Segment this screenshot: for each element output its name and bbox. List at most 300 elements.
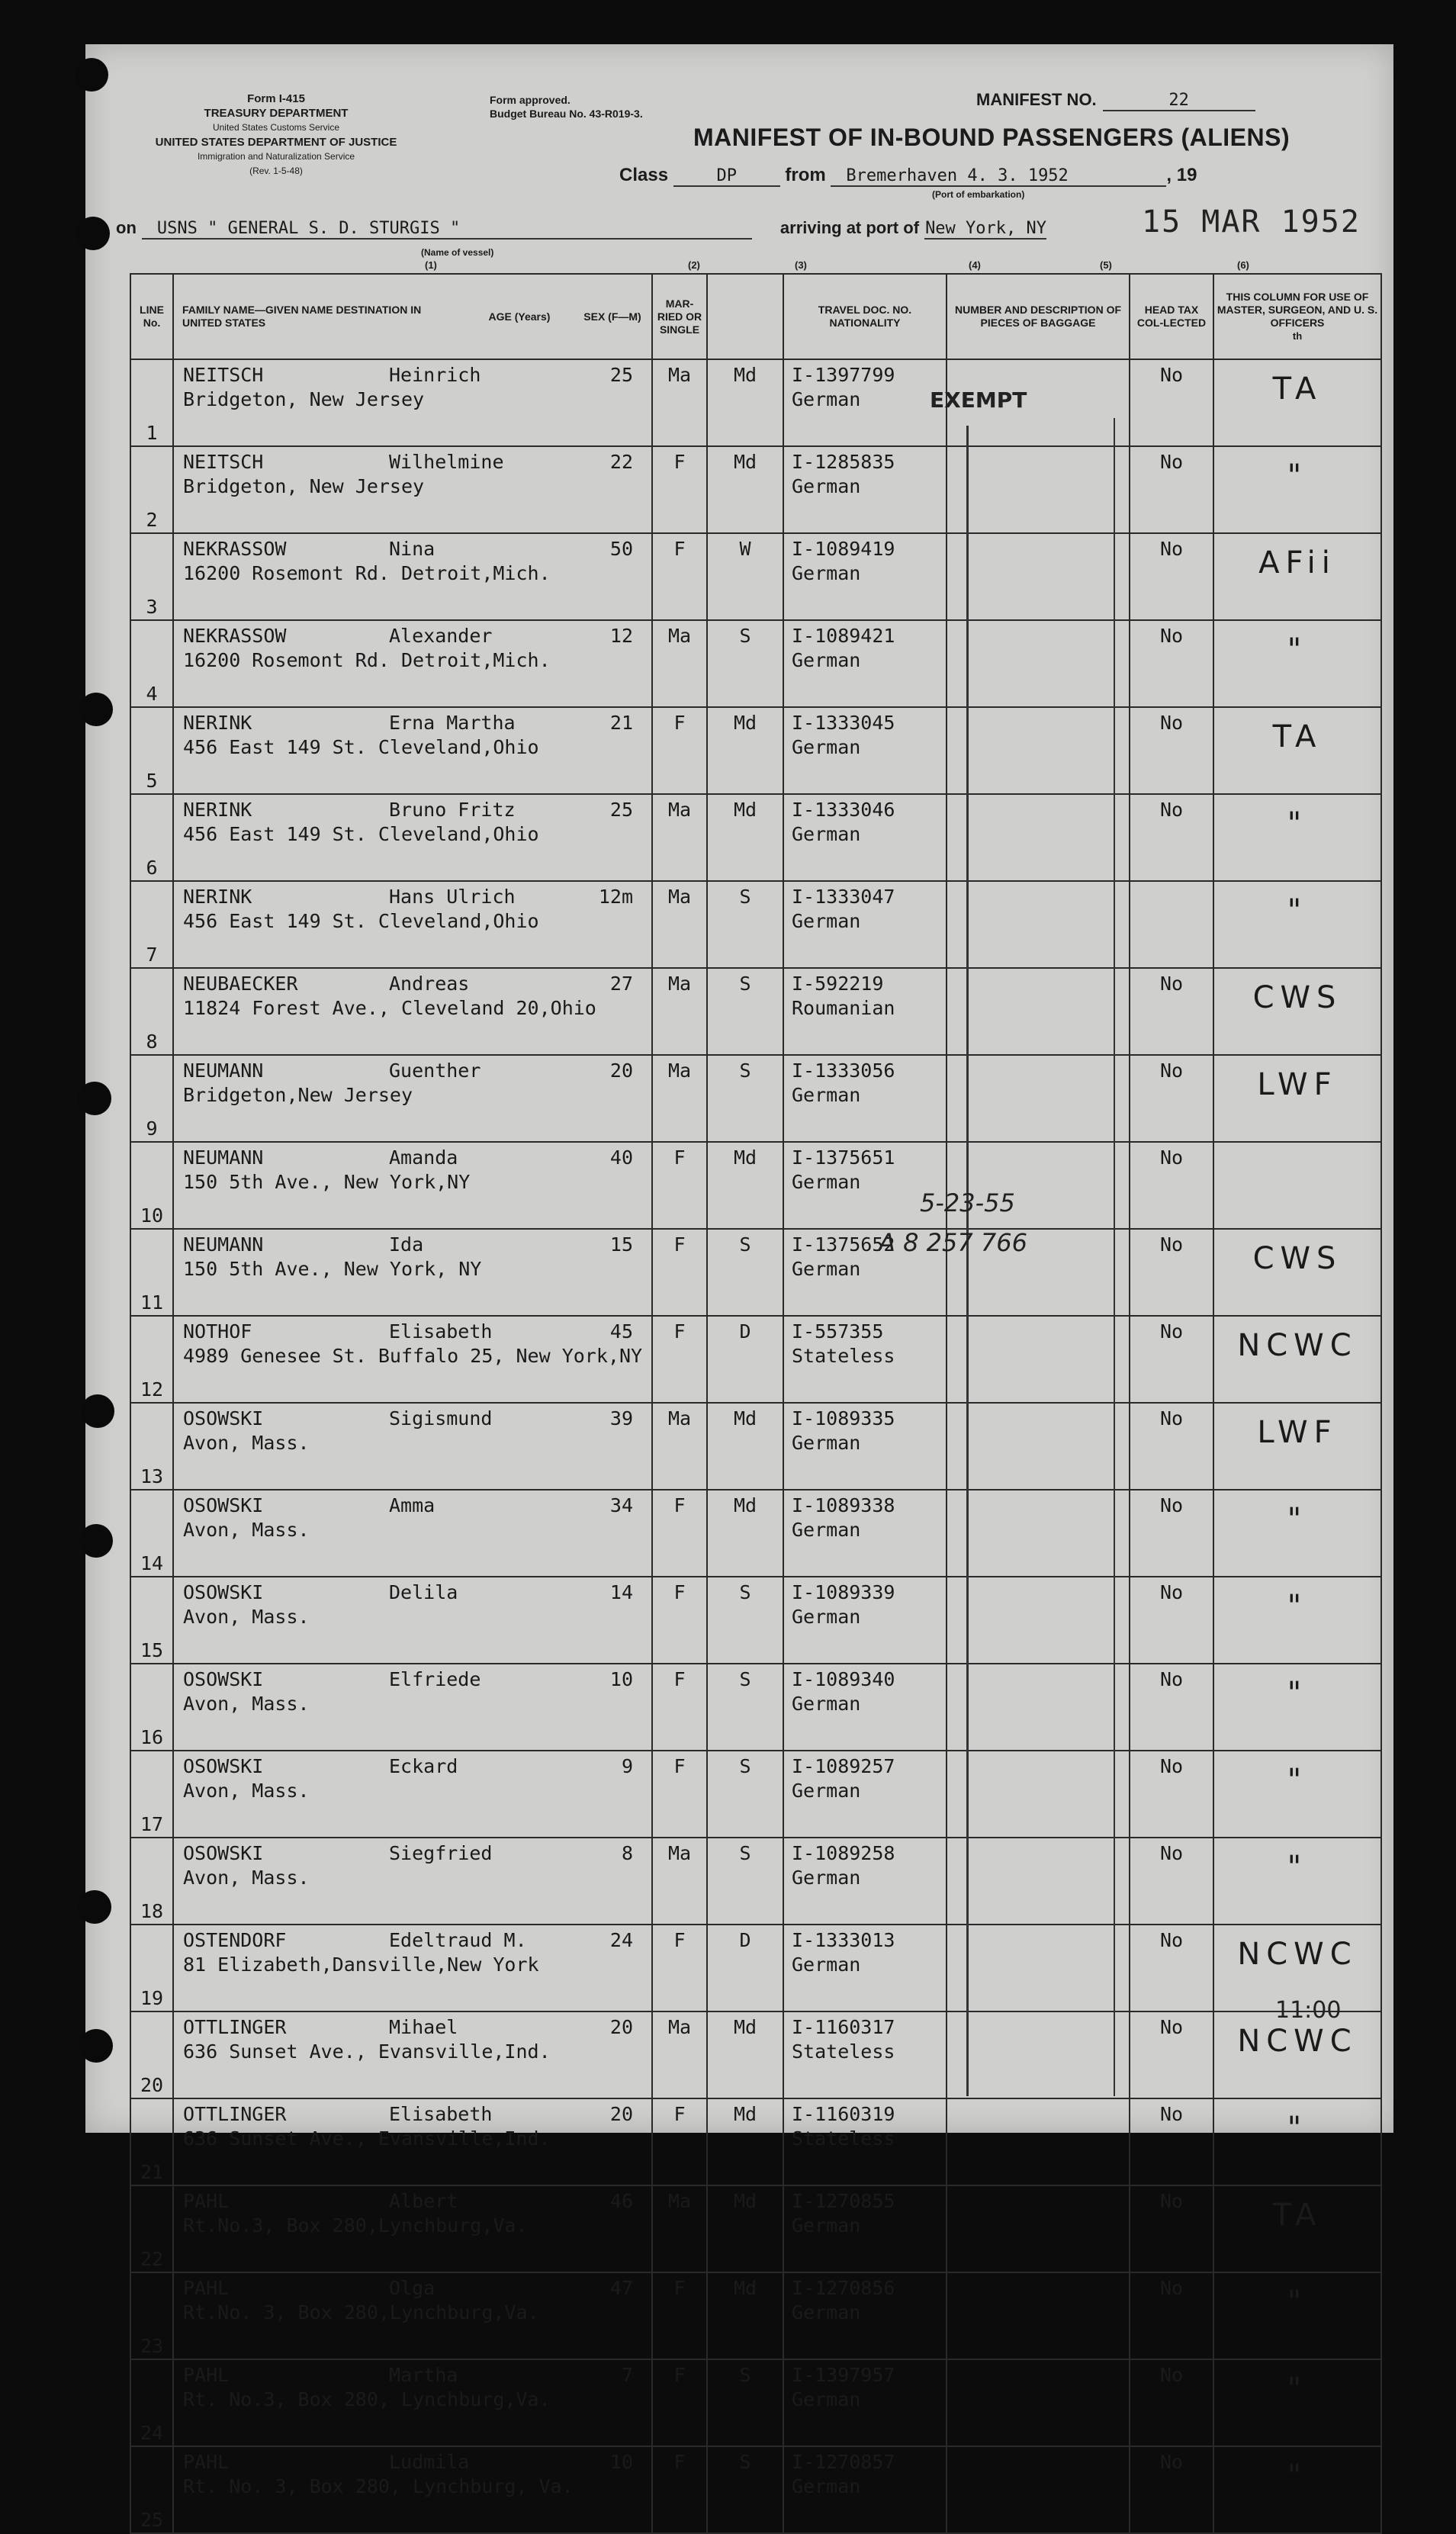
age: 10 bbox=[609, 2451, 633, 2473]
family-name: NEUBAECKER bbox=[183, 973, 298, 995]
punch-hole bbox=[81, 1394, 114, 1428]
line-number: 7 bbox=[130, 881, 173, 968]
manifest-label: MANIFEST NO. bbox=[976, 90, 1097, 109]
nationality: German bbox=[792, 1432, 861, 1454]
sex: Ma bbox=[652, 620, 707, 707]
column-number: (5) bbox=[1100, 259, 1112, 271]
budget-bureau-line: Budget Bureau No. 43-R019-3. bbox=[490, 108, 643, 120]
table-row bbox=[130, 1664, 1381, 1751]
sex: F bbox=[652, 2446, 707, 2533]
doc-number: I-1270855 bbox=[792, 2190, 895, 2212]
marital-status: S bbox=[707, 881, 783, 968]
passenger-cell bbox=[173, 1403, 652, 1490]
marital-status: Md bbox=[707, 446, 783, 533]
age: 25 bbox=[609, 364, 633, 386]
nationality: German bbox=[792, 910, 861, 932]
passenger-cell bbox=[173, 1838, 652, 1925]
on-label: on bbox=[116, 218, 137, 237]
passenger-cell bbox=[173, 1229, 652, 1316]
officer-note: CWS bbox=[1213, 968, 1381, 1055]
family-name: OSOWSKI bbox=[183, 1407, 264, 1429]
line-number: 1 bbox=[130, 359, 173, 446]
sex: F bbox=[652, 1751, 707, 1838]
given-name: Mihael bbox=[389, 2016, 458, 2038]
pen-mark bbox=[966, 426, 969, 2096]
line-number: 9 bbox=[130, 1055, 173, 1142]
table-row bbox=[130, 2359, 1381, 2446]
given-name: Albert bbox=[389, 2190, 458, 2212]
customs-service: United States Customs Service bbox=[212, 122, 340, 133]
head-tax: No bbox=[1130, 446, 1213, 533]
baggage-cell bbox=[947, 2185, 1130, 2272]
punch-hole bbox=[76, 217, 110, 250]
family-name: OSTENDORF bbox=[183, 1929, 287, 1951]
destination: Avon, Mass. bbox=[183, 1867, 310, 1889]
given-name: Heinrich bbox=[389, 364, 481, 386]
nationality: German bbox=[792, 736, 861, 758]
destination: 636 Sunset Ave., Evansville,Ind. bbox=[183, 2040, 551, 2063]
family-name: OSOWSKI bbox=[183, 1494, 264, 1516]
travel-doc bbox=[783, 359, 947, 446]
given-name: Eckard bbox=[389, 1755, 458, 1777]
vessel-name: USNS " GENERAL S. D. STURGIS " bbox=[142, 219, 752, 240]
column-number: (3) bbox=[795, 259, 807, 271]
line-number: 22 bbox=[130, 2185, 173, 2272]
sex: F bbox=[652, 533, 707, 620]
age: 7 bbox=[621, 2364, 633, 2386]
column-number: (6) bbox=[1237, 259, 1249, 271]
destination: 456 East 149 St. Cleveland,Ohio bbox=[183, 736, 539, 758]
nationality: German bbox=[792, 823, 861, 845]
age: 45 bbox=[609, 1320, 633, 1343]
officer-note: " bbox=[1213, 2098, 1381, 2185]
officer-note bbox=[1213, 1142, 1381, 1229]
age: 21 bbox=[609, 712, 633, 734]
year-label: , 19 bbox=[1166, 165, 1197, 185]
ins-service: Immigration and Naturalization Service bbox=[197, 151, 355, 162]
marital-status: S bbox=[707, 1751, 783, 1838]
age: 25 bbox=[609, 799, 633, 821]
class-line bbox=[619, 165, 1197, 187]
passenger-cell bbox=[173, 2359, 652, 2446]
marital-status: S bbox=[707, 2446, 783, 2533]
head-tax bbox=[1130, 881, 1213, 968]
officer-note: " bbox=[1213, 1838, 1381, 1925]
officer-note: " bbox=[1213, 794, 1381, 881]
col-baggage: NUMBER AND DESCRIPTION OF PIECES OF BAGGAGE bbox=[947, 274, 1130, 359]
col-travel: TRAVEL DOC. NO. NATIONALITY bbox=[783, 274, 947, 359]
travel-doc bbox=[783, 446, 947, 533]
age: 34 bbox=[609, 1494, 633, 1516]
age: 12 bbox=[609, 625, 633, 647]
given-name: Elfriede bbox=[389, 1668, 481, 1690]
travel-doc bbox=[783, 1316, 947, 1403]
column-number: (4) bbox=[969, 259, 981, 271]
head-tax: No bbox=[1130, 1490, 1213, 1577]
line-number: 18 bbox=[130, 1838, 173, 1925]
given-name: Hans Ulrich bbox=[389, 886, 516, 908]
given-name: Siegfried bbox=[389, 1842, 493, 1864]
head-tax: No bbox=[1130, 2185, 1213, 2272]
family-name: NERINK bbox=[183, 886, 252, 908]
age: 10 bbox=[609, 1668, 633, 1690]
nationality: German bbox=[792, 1606, 861, 1628]
given-name: Delila bbox=[389, 1581, 458, 1603]
travel-doc bbox=[783, 533, 947, 620]
given-name: Olga bbox=[389, 2277, 436, 2299]
destination: 150 5th Ave., New York,NY bbox=[183, 1171, 471, 1193]
baggage-cell bbox=[947, 881, 1130, 968]
marital-status: W bbox=[707, 533, 783, 620]
travel-doc bbox=[783, 1925, 947, 2011]
table-row bbox=[130, 1490, 1381, 1577]
head-tax: No bbox=[1130, 359, 1213, 446]
doc-number: I-1375652 bbox=[792, 1233, 895, 1256]
passenger-cell bbox=[173, 1055, 652, 1142]
destination: 11824 Forest Ave., Cleveland 20,Ohio bbox=[183, 997, 596, 1019]
age: 50 bbox=[609, 538, 633, 560]
sex: F bbox=[652, 1142, 707, 1229]
given-name: Elisabeth bbox=[389, 2103, 493, 2125]
head-tax: No bbox=[1130, 707, 1213, 794]
marital-status: S bbox=[707, 620, 783, 707]
travel-doc bbox=[783, 707, 947, 794]
travel-doc bbox=[783, 1055, 947, 1142]
family-name: NEITSCH bbox=[183, 364, 264, 386]
table-row bbox=[130, 1142, 1381, 1229]
nationality: German bbox=[792, 388, 861, 410]
travel-doc bbox=[783, 1490, 947, 1577]
from-label: from bbox=[785, 165, 826, 185]
given-name: Elisabeth bbox=[389, 1320, 493, 1343]
doc-number: I-592219 bbox=[792, 973, 884, 995]
nationality: German bbox=[792, 2475, 861, 2497]
destination: Avon, Mass. bbox=[183, 1519, 310, 1541]
manifest-sheet bbox=[85, 44, 1393, 2531]
doc-number: I-1397799 bbox=[792, 364, 895, 386]
sex: Ma bbox=[652, 359, 707, 446]
sex: Ma bbox=[652, 794, 707, 881]
age: 20 bbox=[609, 2016, 633, 2038]
passenger-cell bbox=[173, 1751, 652, 1838]
line-number: 4 bbox=[130, 620, 173, 707]
port-embarkation-note: (Port of embarkation) bbox=[932, 189, 1025, 200]
travel-doc bbox=[783, 1838, 947, 1925]
marital-status: Md bbox=[707, 359, 783, 446]
head-tax: No bbox=[1130, 2272, 1213, 2359]
arrival-date-stamp: 15 MAR 1952 bbox=[1142, 204, 1361, 240]
nationality: German bbox=[792, 562, 861, 584]
given-name: Sigismund bbox=[389, 1407, 493, 1429]
line-number: 20 bbox=[130, 2011, 173, 2098]
baggage-cell bbox=[947, 2011, 1130, 2098]
sex: F bbox=[652, 1925, 707, 2011]
punch-hole bbox=[75, 58, 108, 92]
age: 12m bbox=[598, 886, 633, 908]
passenger-cell bbox=[173, 2446, 652, 2533]
marital-status: Md bbox=[707, 2185, 783, 2272]
line-number: 3 bbox=[130, 533, 173, 620]
nationality: German bbox=[792, 1780, 861, 1802]
family-name: NEITSCH bbox=[183, 451, 264, 473]
destination: Avon, Mass. bbox=[183, 1432, 310, 1454]
passenger-cell bbox=[173, 794, 652, 881]
nationality: German bbox=[792, 649, 861, 671]
baggage-cell bbox=[947, 968, 1130, 1055]
officer-note: TA bbox=[1213, 2185, 1381, 2272]
marital-status: Md bbox=[707, 1142, 783, 1229]
line-number: 12 bbox=[130, 1316, 173, 1403]
form-rev: (Rev. 1-5-48) bbox=[249, 166, 303, 176]
travel-doc bbox=[783, 881, 947, 968]
destination: 16200 Rosemont Rd. Detroit,Mich. bbox=[183, 562, 551, 584]
given-name: Bruno Fritz bbox=[389, 799, 516, 821]
baggage-cell bbox=[947, 620, 1130, 707]
col-age: AGE (Years) bbox=[488, 310, 551, 323]
family-name: NEUMANN bbox=[183, 1146, 264, 1169]
vessel-note: (Name of vessel) bbox=[421, 247, 494, 258]
arriving-label: arriving at port of bbox=[779, 218, 920, 237]
baggage-cell bbox=[947, 794, 1130, 881]
class-value: DP bbox=[673, 166, 780, 187]
col-spacer bbox=[707, 274, 783, 359]
head-tax: No bbox=[1130, 968, 1213, 1055]
family-name: NERINK bbox=[183, 799, 252, 821]
destination: 81 Elizabeth,Dansville,New York bbox=[183, 1954, 539, 1976]
officer-note: NCWC bbox=[1213, 1316, 1381, 1403]
line-number: 25 bbox=[130, 2446, 173, 2533]
destination: Avon, Mass. bbox=[183, 1693, 310, 1715]
table-row bbox=[130, 968, 1381, 1055]
travel-doc bbox=[783, 620, 947, 707]
sex: Ma bbox=[652, 968, 707, 1055]
passenger-cell bbox=[173, 359, 652, 446]
doc-number: I-557355 bbox=[792, 1320, 884, 1343]
head-tax: No bbox=[1130, 1664, 1213, 1751]
sex: F bbox=[652, 1577, 707, 1664]
baggage-cell bbox=[947, 446, 1130, 533]
approval-note bbox=[490, 93, 643, 121]
officer-note: " bbox=[1213, 446, 1381, 533]
destination: Rt. No.3, Box 280, Lynchburg,Va. bbox=[183, 2388, 551, 2410]
col-officers-label: THIS COLUMN FOR USE OF MASTER, SURGEON, AND U. S. OFFICERS bbox=[1217, 291, 1378, 329]
age: 24 bbox=[609, 1929, 633, 1951]
officer-note: CWS bbox=[1213, 1229, 1381, 1316]
nationality: German bbox=[792, 1171, 861, 1193]
nationality: German bbox=[792, 2301, 861, 2323]
doc-number: I-1160319 bbox=[792, 2103, 895, 2125]
line-number: 14 bbox=[130, 1490, 173, 1577]
col-line: LINE No. bbox=[130, 274, 173, 359]
approval-line: Form approved. bbox=[490, 94, 571, 106]
doc-number: I-1089335 bbox=[792, 1407, 895, 1429]
destination: 150 5th Ave., New York, NY bbox=[183, 1258, 482, 1280]
col-name-age-sex bbox=[173, 274, 652, 359]
officer-note: " bbox=[1213, 1664, 1381, 1751]
sex: F bbox=[652, 2098, 707, 2185]
punch-hole bbox=[79, 693, 113, 726]
passenger-cell bbox=[173, 2098, 652, 2185]
table-row bbox=[130, 1838, 1381, 1925]
baggage-cell bbox=[947, 1925, 1130, 2011]
family-name: PAHL bbox=[183, 2190, 230, 2212]
handwritten-number: A 8 257 766 bbox=[879, 1228, 1027, 1257]
marital-status: Md bbox=[707, 707, 783, 794]
head-tax: No bbox=[1130, 533, 1213, 620]
officer-note: AFii bbox=[1213, 533, 1381, 620]
given-name: Wilhelmine bbox=[389, 451, 504, 473]
sex: Ma bbox=[652, 1055, 707, 1142]
nationality: Stateless bbox=[792, 2127, 895, 2150]
embarkation-value: Bremerhaven 4. 3. 1952 bbox=[831, 166, 1166, 187]
destination: Rt.No.3, Box 280,Lynchburg,Va. bbox=[183, 2214, 528, 2237]
passenger-cell bbox=[173, 1664, 652, 1751]
destination: Bridgeton, New Jersey bbox=[183, 475, 425, 497]
table-row bbox=[130, 881, 1381, 968]
baggage-cell bbox=[947, 533, 1130, 620]
passenger-cell bbox=[173, 620, 652, 707]
table-row bbox=[130, 1229, 1381, 1316]
age: 14 bbox=[609, 1581, 633, 1603]
given-name: Amanda bbox=[389, 1146, 458, 1169]
sex: Ma bbox=[652, 2185, 707, 2272]
destination: Avon, Mass. bbox=[183, 1606, 310, 1628]
doc-number: I-1089340 bbox=[792, 1668, 895, 1690]
table-row bbox=[130, 707, 1381, 794]
line-number: 17 bbox=[130, 1751, 173, 1838]
destination: Bridgeton, New Jersey bbox=[183, 388, 425, 410]
officer-note: LWF bbox=[1213, 1055, 1381, 1142]
doc-number: I-1160317 bbox=[792, 2016, 895, 2038]
travel-doc bbox=[783, 2359, 947, 2446]
passenger-cell bbox=[173, 533, 652, 620]
family-name: PAHL bbox=[183, 2364, 230, 2386]
baggage-cell bbox=[947, 707, 1130, 794]
marital-status: S bbox=[707, 1838, 783, 1925]
line-number: 21 bbox=[130, 2098, 173, 2185]
marital-status: D bbox=[707, 1316, 783, 1403]
nationality: Stateless bbox=[792, 1345, 895, 1367]
form-info bbox=[139, 92, 413, 178]
doc-number: I-1397957 bbox=[792, 2364, 895, 2386]
table-row bbox=[130, 2185, 1381, 2272]
family-name: NOTHOF bbox=[183, 1320, 252, 1343]
family-name: OTTLINGER bbox=[183, 2016, 287, 2038]
officer-note: " bbox=[1213, 881, 1381, 968]
head-tax: No bbox=[1130, 2359, 1213, 2446]
doc-number: I-1089339 bbox=[792, 1581, 895, 1603]
head-tax: No bbox=[1130, 1838, 1213, 1925]
punch-hole bbox=[79, 1524, 113, 1558]
doc-number: I-1285835 bbox=[792, 451, 895, 473]
doc-number: I-1089421 bbox=[792, 625, 895, 647]
doc-number: I-1333056 bbox=[792, 1060, 895, 1082]
passenger-cell bbox=[173, 968, 652, 1055]
age: 39 bbox=[609, 1407, 633, 1429]
table-row bbox=[130, 1055, 1381, 1142]
baggage-cell bbox=[947, 2359, 1130, 2446]
officer-note: " bbox=[1213, 1490, 1381, 1577]
family-name: NEKRASSOW bbox=[183, 625, 287, 647]
family-name: OSOWSKI bbox=[183, 1581, 264, 1603]
passenger-cell bbox=[173, 1577, 652, 1664]
doc-number: I-1089257 bbox=[792, 1755, 895, 1777]
age: 20 bbox=[609, 1060, 633, 1082]
line-number: 11 bbox=[130, 1229, 173, 1316]
sex: Ma bbox=[652, 2011, 707, 2098]
baggage-cell bbox=[947, 1751, 1130, 1838]
travel-doc bbox=[783, 2011, 947, 2098]
given-name: Erna Martha bbox=[389, 712, 516, 734]
handwritten-time: 11:00 bbox=[1275, 1997, 1342, 2024]
sex: F bbox=[652, 2359, 707, 2446]
head-tax: No bbox=[1130, 1229, 1213, 1316]
passenger-cell bbox=[173, 2185, 652, 2272]
line-number: 13 bbox=[130, 1403, 173, 1490]
doc-number: I-1270857 bbox=[792, 2451, 895, 2473]
line-number: 10 bbox=[130, 1142, 173, 1229]
line-number: 24 bbox=[130, 2359, 173, 2446]
passenger-cell bbox=[173, 1925, 652, 2011]
family-name: PAHL bbox=[183, 2277, 230, 2299]
table-row bbox=[130, 794, 1381, 881]
head-tax: No bbox=[1130, 2011, 1213, 2098]
destination: Avon, Mass. bbox=[183, 1780, 310, 1802]
family-name: NEKRASSOW bbox=[183, 538, 287, 560]
marital-status: Md bbox=[707, 2098, 783, 2185]
punch-hole bbox=[78, 1082, 111, 1115]
sex: F bbox=[652, 446, 707, 533]
sex: F bbox=[652, 1316, 707, 1403]
nationality: German bbox=[792, 475, 861, 497]
th-note: th bbox=[1292, 330, 1303, 342]
manifest-number bbox=[976, 90, 1255, 111]
destination: 456 East 149 St. Cleveland,Ohio bbox=[183, 910, 539, 932]
nationality: Roumanian bbox=[792, 997, 895, 1019]
destination: Bridgeton,New Jersey bbox=[183, 1084, 413, 1106]
nationality: German bbox=[792, 1258, 861, 1280]
given-name: Amma bbox=[389, 1494, 436, 1516]
column-number: (1) bbox=[425, 259, 437, 271]
age: 20 bbox=[609, 2103, 633, 2125]
officer-note: NCWC bbox=[1213, 2011, 1381, 2098]
sex: F bbox=[652, 707, 707, 794]
marital-status: S bbox=[707, 1229, 783, 1316]
officer-note: LWF bbox=[1213, 1403, 1381, 1490]
baggage-cell bbox=[947, 1577, 1130, 1664]
given-name: Nina bbox=[389, 538, 436, 560]
doc-number: I-1333013 bbox=[792, 1929, 895, 1951]
table-row bbox=[130, 620, 1381, 707]
sex: F bbox=[652, 1490, 707, 1577]
punch-hole bbox=[79, 2029, 113, 2063]
baggage-exempt: EXEMPT bbox=[930, 387, 1027, 413]
destination: 16200 Rosemont Rd. Detroit,Mich. bbox=[183, 649, 551, 671]
officer-note: " bbox=[1213, 1751, 1381, 1838]
doc-number: I-1089258 bbox=[792, 1842, 895, 1864]
table-header-row bbox=[130, 274, 1381, 359]
baggage-cell bbox=[947, 1055, 1130, 1142]
given-name: Alexander bbox=[389, 625, 493, 647]
nationality: Stateless bbox=[792, 2040, 895, 2063]
passenger-cell bbox=[173, 707, 652, 794]
family-name: PAHL bbox=[183, 2451, 230, 2473]
line-number: 23 bbox=[130, 2272, 173, 2359]
head-tax: No bbox=[1130, 1055, 1213, 1142]
baggage-cell bbox=[947, 1838, 1130, 1925]
officer-note: " bbox=[1213, 620, 1381, 707]
treasury-dept: TREASURY DEPARTMENT bbox=[204, 107, 349, 120]
